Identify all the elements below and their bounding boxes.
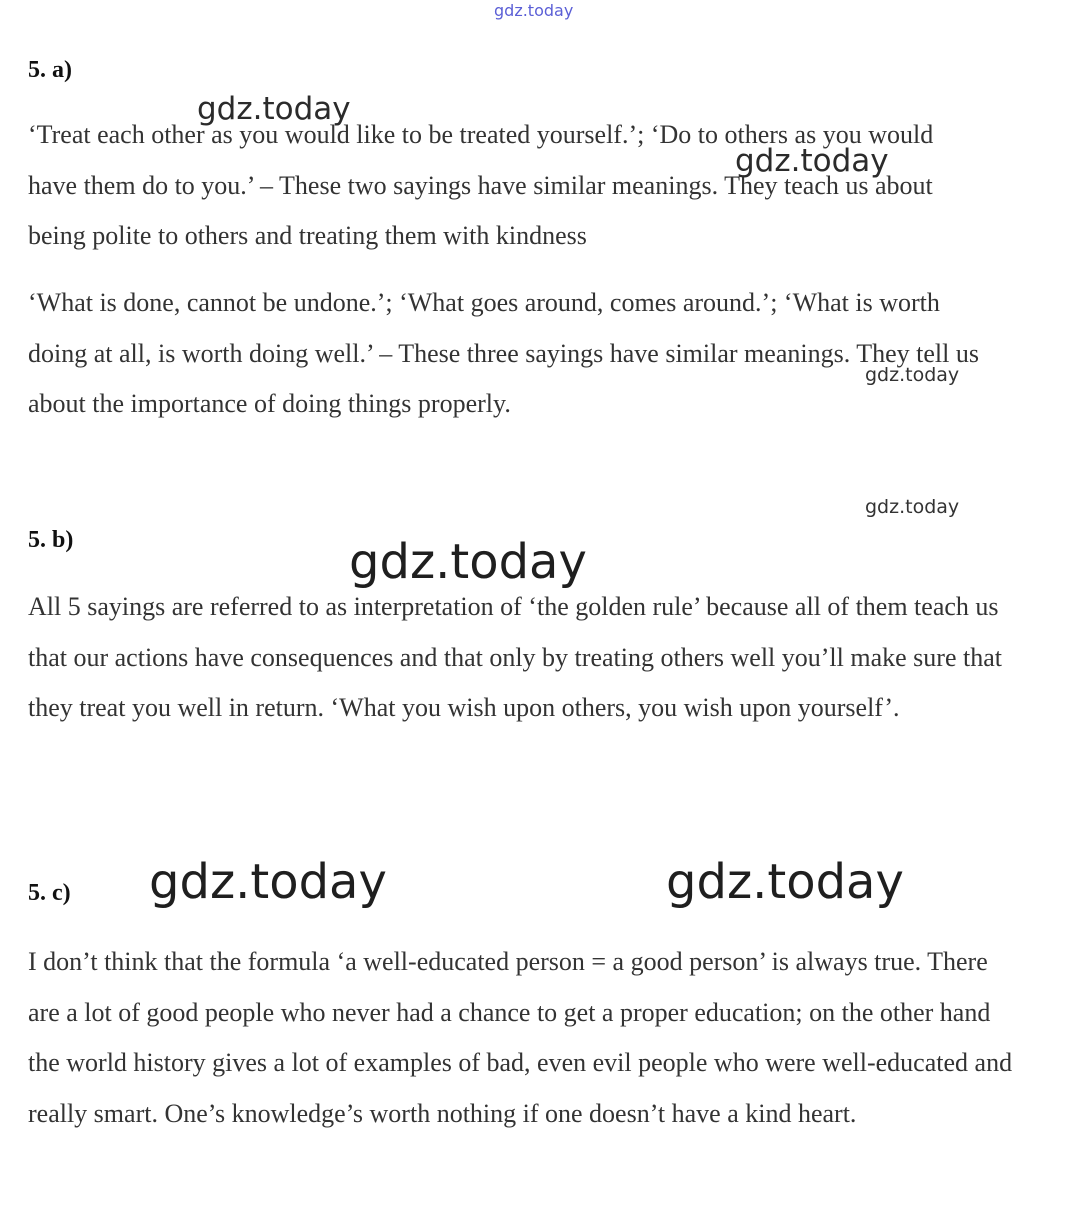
watermark: gdz.today [865,496,960,518]
paragraph-5a-1: ‘Treat each other as you would like to be treated yourself.’; ‘Do to others as you would have them do to you.’ – These two sayings have similar meanings. They teach us about being polite to others and treating them with kindness [28,120,934,250]
watermark: gdz.today [349,534,587,590]
watermark: gdz.today [666,854,904,910]
heading-5b: 5. b) [28,527,74,553]
heading-5c: 5. c) [28,880,71,906]
watermark: gdz.today [197,91,351,127]
paragraph-5a-2: ‘What is done, cannot be undone.’; ‘What goes around, comes around.’; ‘What is worth doing at all, is worth doing well.’ – These three sayings have similar meanings. They tell us about the importance of doing things properly. [28,288,979,418]
watermark-top: gdz.today [494,1,574,20]
watermark: gdz.today [149,854,387,910]
heading-5a: 5. a) [28,57,72,83]
watermark: gdz.today [735,143,889,179]
paragraph-5c-1: I don’t think that the formula ‘a well-educated person = a good person’ is always true. There are a lot of good people who never had a chance to get a proper education; on the other hand the world history gives a lot of examples of bad, even evil people who were well-educated and really smart. One’s knowledge’s worth nothing if one doesn’t have a kind heart. [28,947,1013,1128]
watermark: gdz.today [865,364,960,386]
paragraph-5b-1: All 5 sayings are referred to as interpretation of ‘the golden rule’ because all of them teach us that our actions have consequences and that only by treating others well you’ll make sure that they treat you well in return. ‘What you wish upon others, you wish upon yourself’. [28,592,1002,722]
